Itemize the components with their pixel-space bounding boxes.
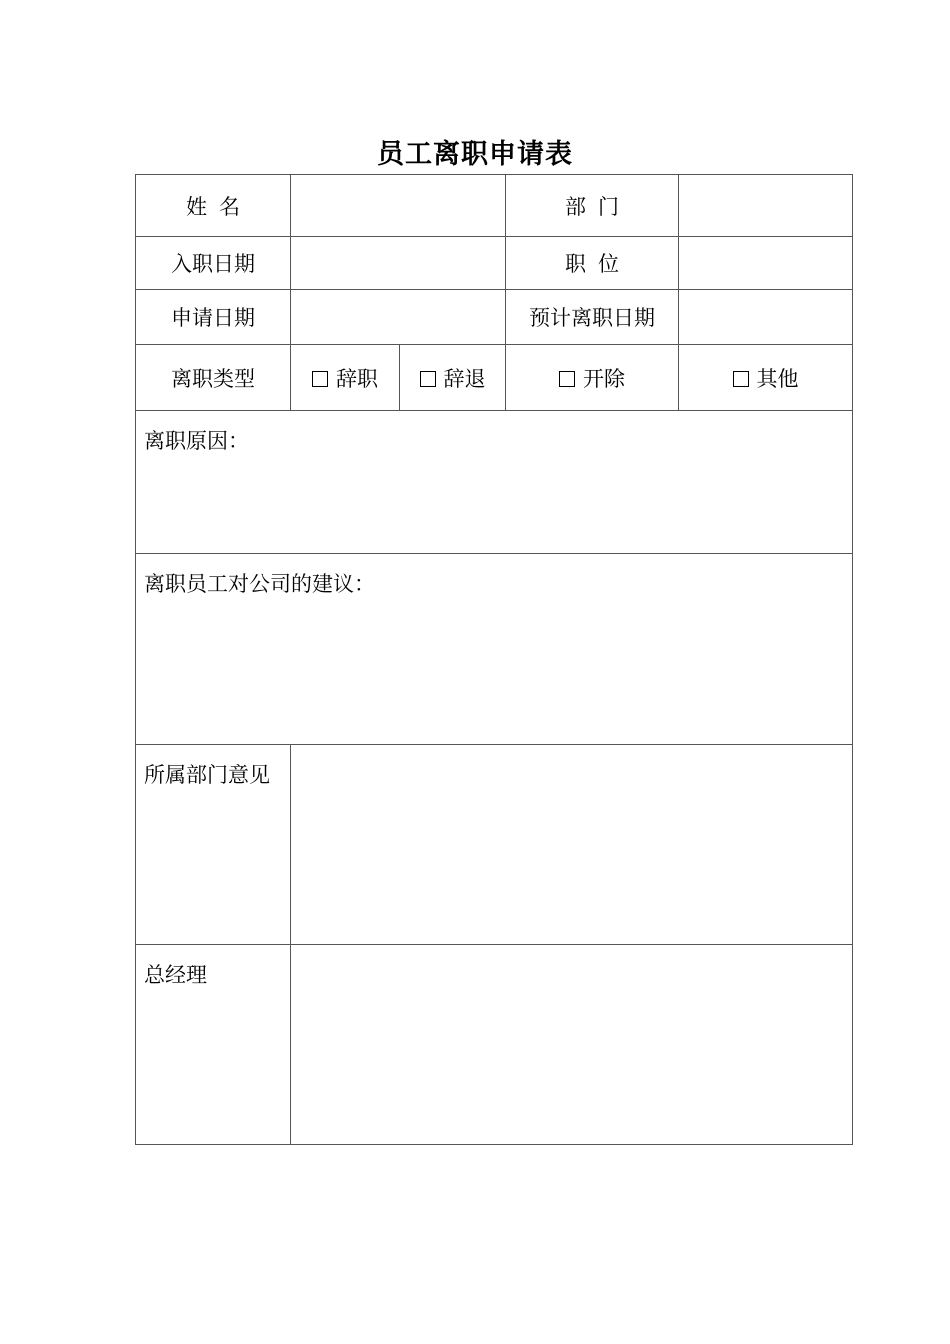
name-field[interactable] xyxy=(291,175,506,237)
expected-leave-date-label: 预计离职日期 xyxy=(506,290,679,345)
leave-type-option-resign[interactable] xyxy=(291,345,400,411)
suggestion-field[interactable] xyxy=(136,554,853,745)
leave-type-label: 离职类型 xyxy=(136,345,291,411)
form-row-apply-date xyxy=(136,290,853,345)
name-label: 姓名 xyxy=(136,175,291,237)
apply-date-label: 申请日期 xyxy=(136,290,291,345)
resignation-form-table xyxy=(135,174,853,1145)
position-label: 职位 xyxy=(506,237,679,290)
reason-field[interactable] xyxy=(136,411,853,554)
dept-opinion-field[interactable] xyxy=(291,745,853,945)
gm-field[interactable] xyxy=(291,945,853,1145)
form-row-leave-type xyxy=(136,345,853,411)
dept-field[interactable] xyxy=(679,175,853,237)
form-row-reason xyxy=(136,411,853,554)
checkbox-icon[interactable] xyxy=(420,371,436,387)
leave-type-option-label: 开除 xyxy=(583,366,625,391)
gm-label: 总经理 xyxy=(136,945,291,1145)
checkbox-icon[interactable] xyxy=(733,371,749,387)
reason-label: 离职原因： xyxy=(144,429,249,453)
form-row-dept-opinion xyxy=(136,745,853,945)
leave-type-option-expel[interactable] xyxy=(506,345,679,411)
leave-type-option-label: 辞退 xyxy=(443,366,486,391)
checkbox-icon[interactable] xyxy=(559,371,575,387)
form-row-hire-date xyxy=(136,237,853,290)
hire-date-label: 入职日期 xyxy=(136,237,291,290)
leave-type-option-label: 其他 xyxy=(756,366,799,391)
checkbox-icon[interactable] xyxy=(312,371,328,387)
dept-label: 部门 xyxy=(506,175,679,237)
form-title: 员工离职申请表 xyxy=(377,139,573,170)
dept-opinion-label: 所属部门意见 xyxy=(136,745,291,945)
form-row-suggestion xyxy=(136,554,853,745)
apply-date-field[interactable] xyxy=(291,290,506,345)
leave-type-option-dismiss[interactable] xyxy=(400,345,506,411)
form-row-name xyxy=(136,175,853,237)
suggestion-label: 离职员工对公司的建议： xyxy=(144,572,375,596)
expected-leave-date-field[interactable] xyxy=(679,290,853,345)
hire-date-field[interactable] xyxy=(291,237,506,290)
leave-type-option-label: 辞职 xyxy=(336,366,378,391)
position-field[interactable] xyxy=(679,237,853,290)
form-row-gm xyxy=(136,945,853,1145)
leave-type-option-other[interactable] xyxy=(679,345,853,411)
